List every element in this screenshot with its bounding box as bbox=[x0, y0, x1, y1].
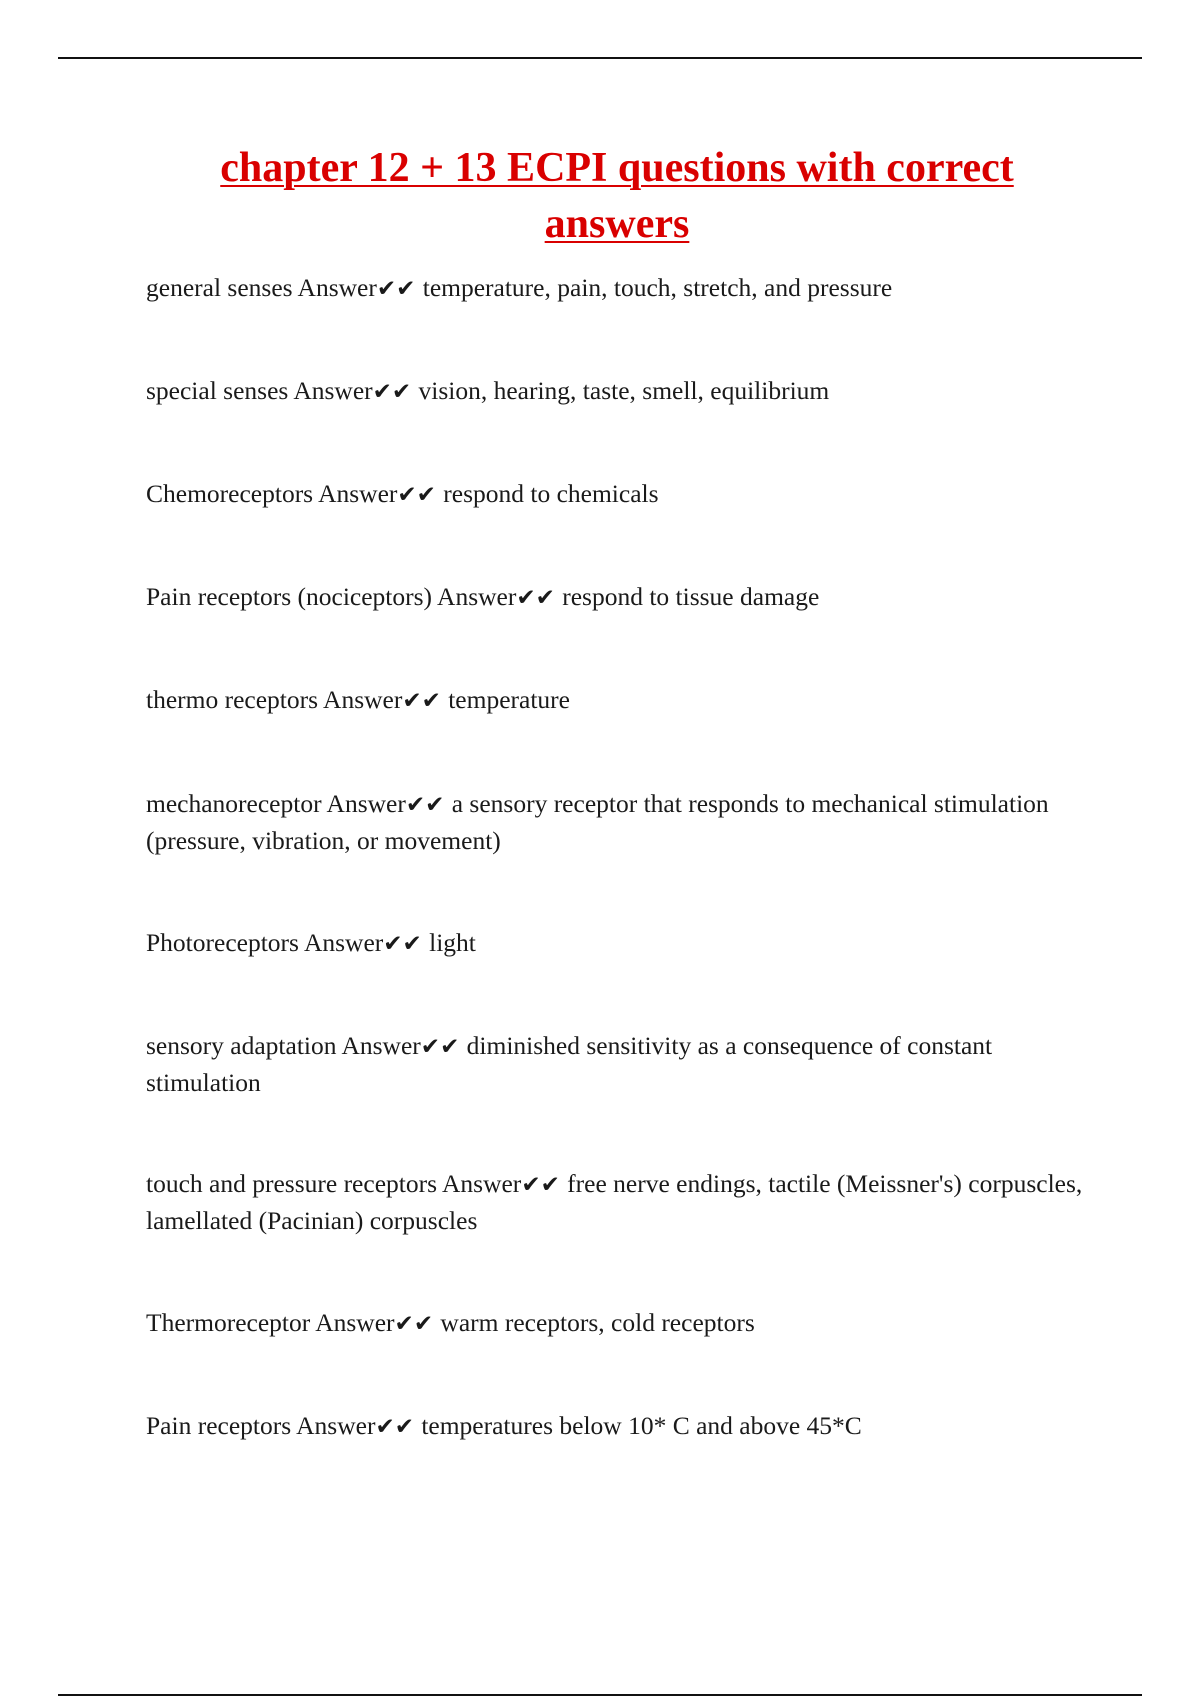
footer-rule bbox=[58, 1694, 1142, 1696]
double-check-icon: ✔✔ bbox=[376, 276, 416, 302]
qa-item-thermo-receptors bbox=[146, 682, 1106, 719]
answer-label: Answer bbox=[296, 1411, 376, 1440]
double-check-icon: ✔✔ bbox=[397, 482, 436, 508]
qa-definition: diminished sensitivity as a consequence of constant stimulation bbox=[146, 1031, 993, 1097]
qa-term: Pain receptors bbox=[146, 1411, 292, 1440]
qa-item-special-senses bbox=[146, 373, 1106, 410]
answer-label: Answer bbox=[437, 582, 517, 611]
qa-definition: temperature, pain, touch, stretch, and pressure bbox=[422, 273, 893, 302]
answer-label: Answer bbox=[323, 685, 403, 714]
qa-item-pain-receptors-nociceptors bbox=[146, 579, 1106, 616]
qa-term: special senses bbox=[146, 376, 289, 405]
qa-term: Chemoreceptors bbox=[146, 479, 314, 508]
answer-label: Answer bbox=[326, 789, 406, 818]
answer-label: Answer bbox=[341, 1031, 421, 1060]
qa-definition: light bbox=[429, 928, 476, 957]
double-check-icon: ✔✔ bbox=[521, 1172, 560, 1198]
qa-definition: vision, hearing, taste, smell, equilibrium bbox=[418, 376, 830, 405]
double-check-icon: ✔✔ bbox=[516, 585, 555, 611]
qa-term: touch and pressure receptors bbox=[146, 1169, 438, 1198]
answer-label: Answer bbox=[303, 928, 384, 957]
qa-term: Pain receptors (nociceptors) bbox=[146, 582, 433, 611]
answer-label: Answer bbox=[318, 479, 398, 508]
qa-term: mechanoreceptor bbox=[146, 789, 322, 818]
answer-label: Answer bbox=[297, 273, 377, 302]
qa-item-general-senses bbox=[146, 270, 1106, 307]
double-check-icon: ✔✔ bbox=[402, 688, 441, 714]
qa-term: thermo receptors bbox=[146, 685, 319, 714]
answer-label: Answer bbox=[293, 376, 373, 405]
qa-term: Photoreceptors bbox=[146, 928, 299, 957]
double-check-icon: ✔✔ bbox=[405, 792, 445, 818]
qa-definition: temperatures below 10* C and above 45*C bbox=[421, 1411, 862, 1440]
qa-term: sensory adaptation bbox=[146, 1031, 337, 1060]
qa-definition: a sensory receptor that responds to mechanical stimulation (pressure, vibration, or movement) bbox=[146, 789, 1049, 855]
document-title: chapter 12 + 13 ECPI questions with correct answers bbox=[220, 145, 1014, 247]
qa-definition: respond to tissue damage bbox=[562, 582, 820, 611]
double-check-icon: ✔✔ bbox=[394, 1311, 434, 1337]
qa-item-mechanoreceptor bbox=[146, 786, 1106, 859]
header-rule bbox=[58, 57, 1142, 59]
qa-item-photoreceptors bbox=[146, 925, 1106, 962]
qa-item-touch-and-pressure-receptors bbox=[146, 1166, 1106, 1239]
qa-definition: free nerve endings, tactile (Meissner's) corpuscles, lamellated (Pacinian) corpuscles bbox=[146, 1169, 1083, 1235]
double-check-icon: ✔✔ bbox=[372, 379, 412, 405]
qa-definition: respond to chemicals bbox=[443, 479, 659, 508]
qa-item-chemoreceptors bbox=[146, 476, 1106, 513]
answer-label: Answer bbox=[315, 1308, 395, 1337]
qa-definition: temperature bbox=[448, 685, 570, 714]
qa-item-thermoreceptor bbox=[146, 1305, 1106, 1342]
qa-definition: warm receptors, cold receptors bbox=[440, 1308, 755, 1337]
double-check-icon: ✔✔ bbox=[420, 1034, 460, 1060]
qa-item-sensory-adaptation bbox=[146, 1028, 1106, 1101]
double-check-icon: ✔✔ bbox=[383, 931, 422, 957]
qa-term: Thermoreceptor bbox=[146, 1308, 311, 1337]
qa-term: general senses bbox=[146, 273, 293, 302]
answer-label: Answer bbox=[441, 1169, 522, 1198]
double-check-icon: ✔✔ bbox=[375, 1414, 414, 1440]
qa-item-pain-receptors bbox=[146, 1408, 1106, 1445]
